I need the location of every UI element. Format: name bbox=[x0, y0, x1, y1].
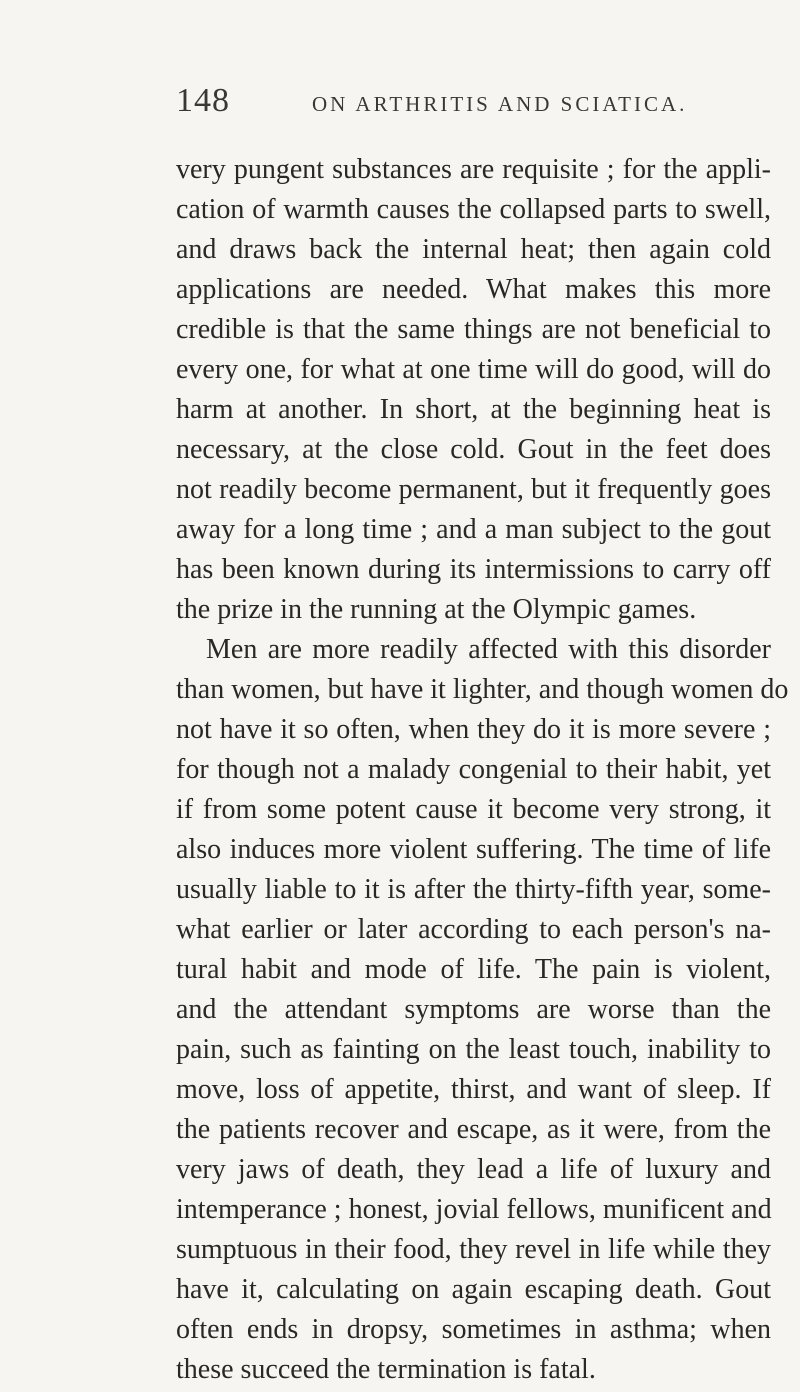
text-line: move, loss of appetite, thirst, and want of sleep. If bbox=[176, 1074, 771, 1105]
text-line: what earlier or later according to each person's na- bbox=[176, 914, 771, 945]
text-line: very pungent substances are requisite ; for the appli- bbox=[176, 154, 771, 185]
text-line: very jaws of death, they lead a life of luxury and bbox=[176, 1154, 771, 1185]
text-line: the patients recover and escape, as it were, from the bbox=[176, 1114, 771, 1145]
text-line: than women, but have it lighter, and though women do bbox=[176, 674, 789, 705]
text-line: often ends in dropsy, sometimes in asthma; when bbox=[176, 1314, 771, 1345]
text-line: pain, such as fainting on the least touch, inability to bbox=[176, 1034, 771, 1065]
text-line: these succeed the termination is fatal. bbox=[176, 1354, 596, 1385]
page-number: 148 bbox=[176, 82, 230, 119]
text-line: applications are needed. What makes this more bbox=[176, 274, 771, 305]
text-line: intemperance ; honest, jovial fellows, munificent and bbox=[176, 1194, 772, 1225]
text-line: cation of warmth causes the collapsed parts to swell, bbox=[176, 194, 771, 225]
text-line: harm at another. In short, at the beginning heat is bbox=[176, 394, 771, 425]
text-line: credible is that the same things are not beneficial to bbox=[176, 314, 771, 345]
text-line: and draws back the internal heat; then again cold bbox=[176, 234, 771, 265]
text-line: not have it so often, when they do it is more severe ; bbox=[176, 714, 771, 745]
paragraph-first-line: Men are more readily affected with this disorder bbox=[206, 634, 771, 665]
text-line: not readily become permanent, but it frequently goes bbox=[176, 474, 771, 505]
text-line: the prize in the running at the Olympic games. bbox=[176, 594, 697, 625]
text-line: and the attendant symptoms are worse than the bbox=[176, 994, 771, 1025]
text-line: sumptuous in their food, they revel in life while they bbox=[176, 1234, 771, 1265]
running-title: ON ARTHRITIS AND SCIATICA. bbox=[312, 92, 688, 116]
text-line: away for a long time ; and a man subject to the gout bbox=[176, 514, 771, 545]
text-line: tural habit and mode of life. The pain is violent, bbox=[176, 954, 771, 985]
text-line: also induces more violent suffering. The time of life bbox=[176, 834, 771, 865]
text-line: have it, calculating on again escaping death. Gout bbox=[176, 1274, 771, 1305]
text-line: has been known during its intermissions to carry off bbox=[176, 554, 771, 585]
text-line: for though not a malady congenial to their habit, yet bbox=[176, 754, 771, 785]
text-line: if from some potent cause it become very strong, it bbox=[176, 794, 771, 825]
page-header bbox=[176, 82, 776, 132]
text-line: necessary, at the close cold. Gout in the feet does bbox=[176, 434, 771, 465]
text-line: every one, for what at one time will do good, will do bbox=[176, 354, 771, 385]
text-line: usually liable to it is after the thirty-fifth year, some- bbox=[176, 874, 771, 905]
